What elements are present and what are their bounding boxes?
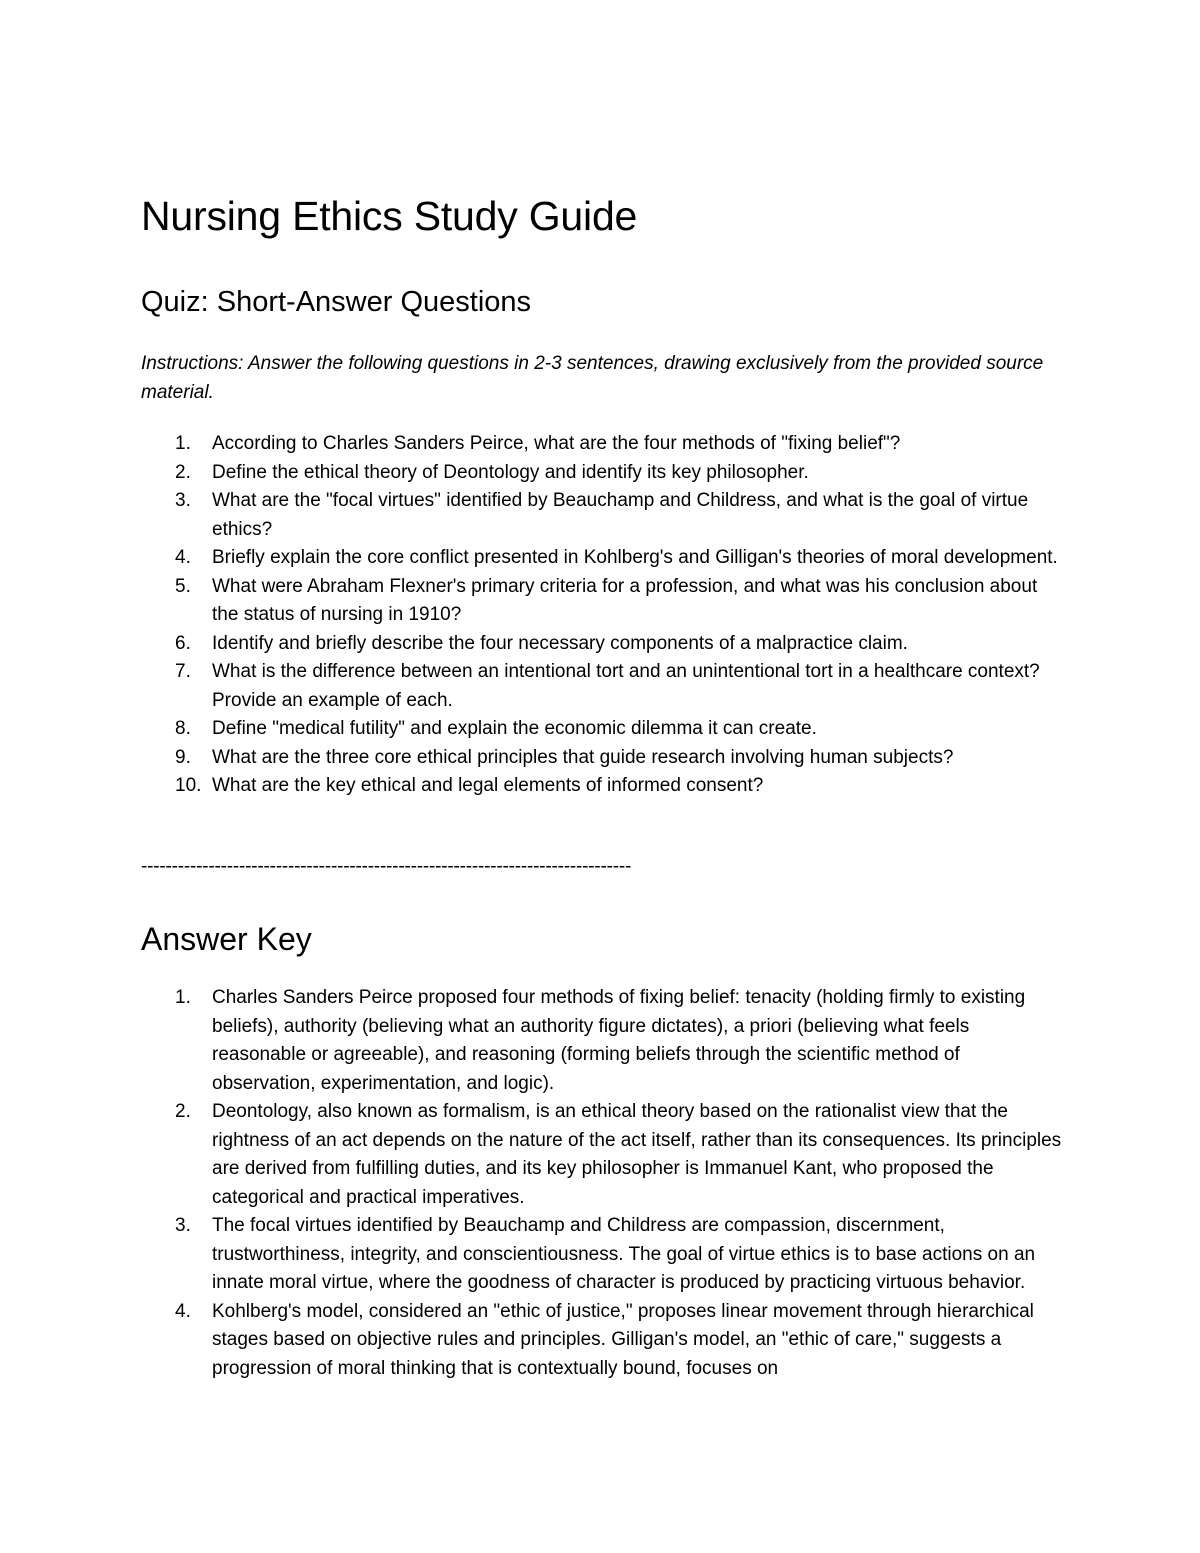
item-number: 10. (175, 775, 202, 796)
question-text: Define "medical futility" and explain the economic dilemma it can create. (212, 718, 817, 739)
answer-key-list (141, 984, 1066, 1383)
list-item (141, 1212, 1066, 1298)
answer-text: The focal virtues identified by Beauchamp and Childress are compassion, discernment, trustworthiness, integrity, and conscientiousness. The goal of virtue ethics is to base actions on an innate moral virtue, where the goodness of character is produced by practicing virtuous behavior. (212, 1215, 1036, 1293)
list-item (141, 1298, 1066, 1384)
question-text: What were Abraham Flexner's primary criteria for a profession, and what was his conclusion about the status of nursing in 1910? (212, 575, 1038, 625)
answer-text: Deontology, also known as formalism, is an ethical theory based on the rationalist view that the rightness of an act depends on the nature of the act itself, rather than its consequences. Its principles are derived from fulfilling duties, and its key philosopher is Immanuel Kant, who proposed the categorical and practical imperatives. (212, 1101, 1062, 1208)
item-number: 2. (175, 1101, 191, 1122)
list-item (141, 658, 1066, 715)
list-item (141, 459, 1066, 488)
list-item (141, 772, 1066, 801)
item-number: 8. (175, 718, 191, 739)
item-number: 1. (175, 433, 191, 454)
section-divider: -------------------------------------------------------------------------------- (141, 856, 632, 877)
answer-text: Charles Sanders Peirce proposed four methods of fixing belief: tenacity (holding firmly to existing beliefs), authority (believing what an authority figure dictates), a priori (believing what feels reasonable or agreeable), and reasoning (forming beliefs through the scientific method of observation, experimentation, and logic). (212, 987, 1026, 1094)
answer-text: Kohlberg's model, considered an "ethic of justice," proposes linear movement through hierarchical stages based on objective rules and principles. Gilligan's model, an "ethic of care," suggests a progression of moral thinking that is contextually bound, focuses on (212, 1300, 1034, 1379)
item-number: 7. (175, 661, 191, 682)
item-number: 5. (175, 575, 191, 597)
question-text: What are the key ethical and legal elements of informed consent? (212, 775, 764, 796)
quiz-heading: Quiz: Short-Answer Questions (141, 286, 532, 318)
question-text: Define the ethical theory of Deontology and identify its key philosopher. (212, 461, 809, 483)
list-item (141, 487, 1066, 544)
list-item (141, 573, 1066, 630)
question-text: What are the three core ethical principles that guide research involving human subjects? (212, 746, 954, 768)
list-item (141, 430, 1066, 459)
item-number: 4. (175, 1300, 191, 1322)
document-title: Nursing Ethics Study Guide (141, 193, 638, 239)
list-item (141, 744, 1066, 773)
item-number: 6. (175, 632, 191, 654)
item-number: 3. (175, 1215, 191, 1236)
list-item (141, 544, 1066, 573)
question-text: What are the "focal virtues" identified by Beauchamp and Childress, and what is the goal of virtue ethics? (212, 490, 1029, 540)
answer-key-heading: Answer Key (141, 921, 312, 957)
question-text: What is the difference between an intentional tort and an unintentional tort in a healthcare context? Provide an example of each. (212, 661, 1040, 711)
list-item (141, 715, 1066, 744)
item-number: 4. (175, 547, 191, 568)
list-item (141, 630, 1066, 659)
list-item (141, 1098, 1066, 1212)
question-text: Briefly explain the core conflict presented in Kohlberg's and Gilligan's theories of moral development. (212, 547, 1058, 568)
quiz-question-list (141, 430, 1066, 801)
item-number: 9. (175, 746, 191, 768)
item-number: 1. (175, 987, 191, 1008)
list-item (141, 984, 1066, 1098)
item-number: 3. (175, 490, 191, 511)
quiz-instructions: Instructions: Answer the following questions in 2-3 sentences, drawing exclusively from the provided source material. (141, 353, 1044, 403)
question-text: According to Charles Sanders Peirce, what are the four methods of "fixing belief"? (212, 433, 901, 454)
item-number: 2. (175, 461, 191, 483)
question-text: Identify and briefly describe the four necessary components of a malpractice claim. (212, 632, 908, 654)
